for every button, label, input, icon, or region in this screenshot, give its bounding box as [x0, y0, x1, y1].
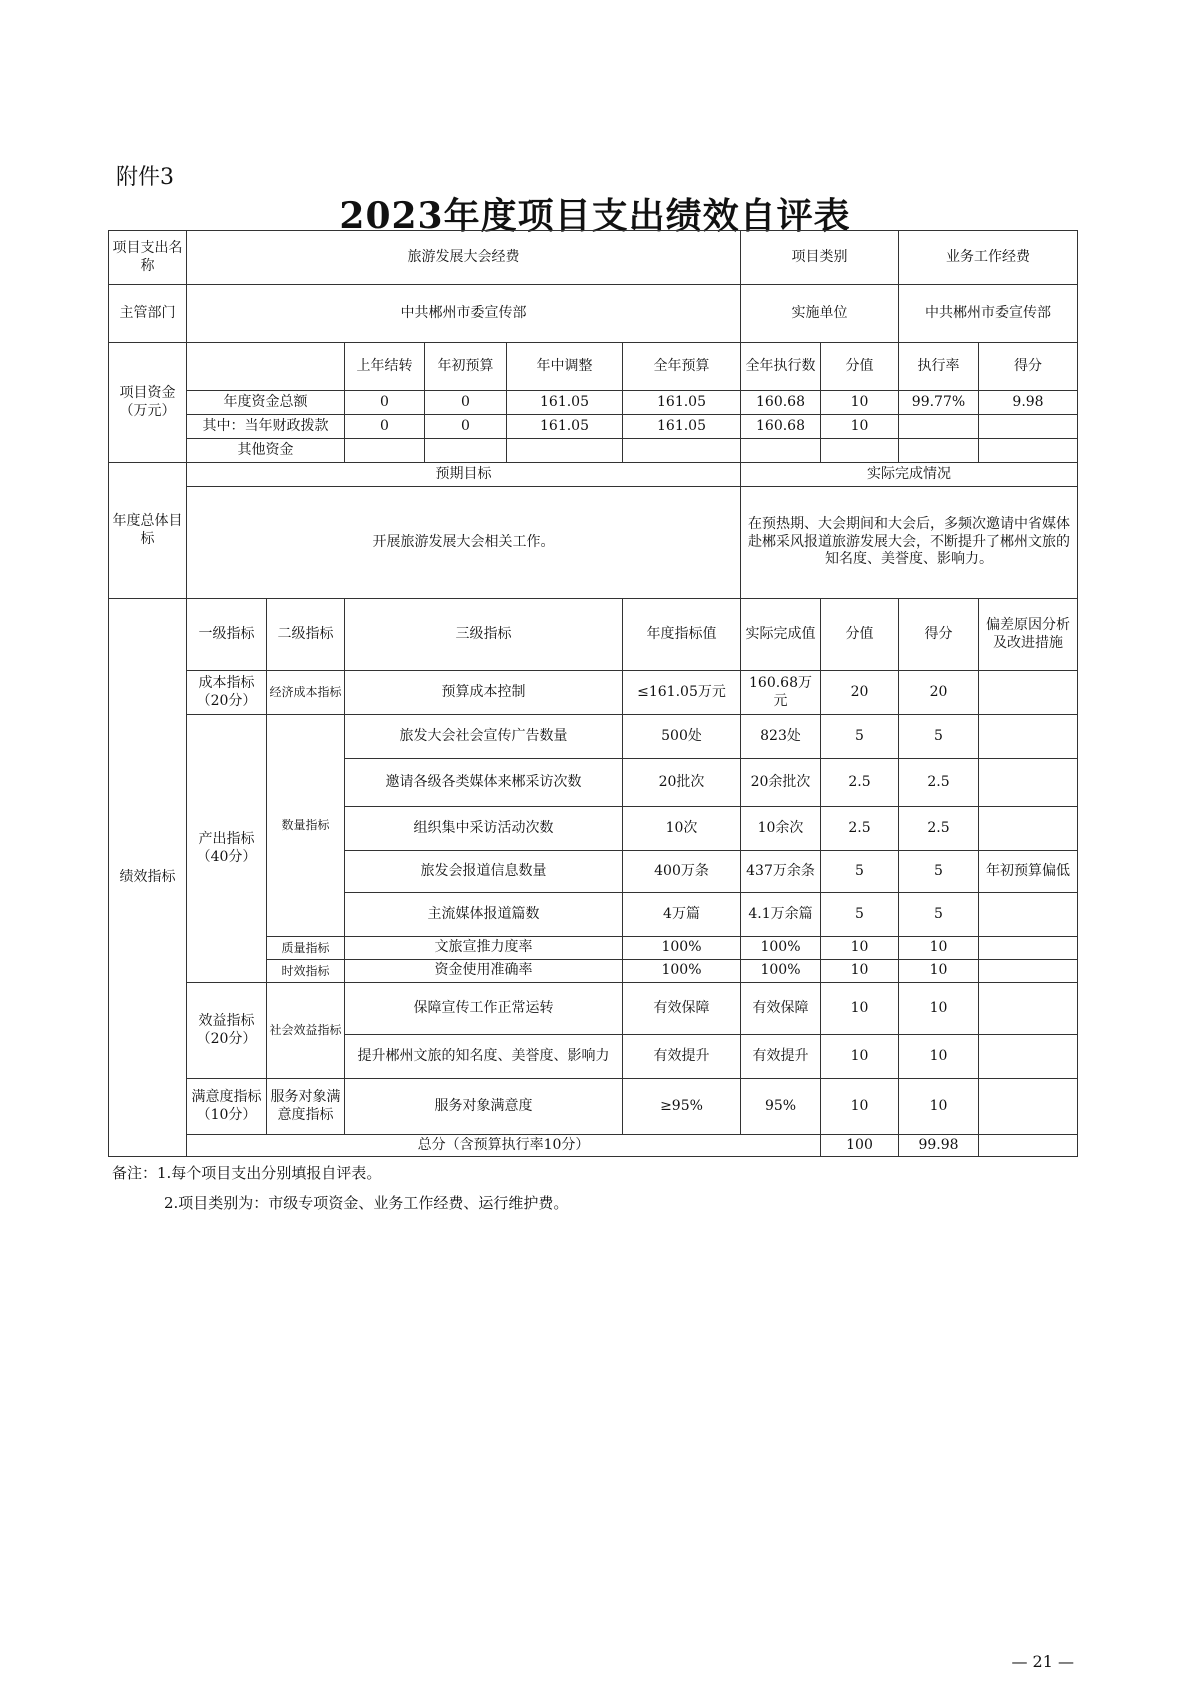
indicator-reason	[979, 715, 1078, 759]
indicator-header: 实际完成值	[741, 599, 821, 671]
indicator-score: 10	[821, 1035, 899, 1079]
funds-row-name: 其他资金	[187, 439, 345, 463]
funds-row-name: 年度资金总额	[187, 391, 345, 415]
indicator-target: 400万条	[623, 851, 741, 893]
indicator-l1: 效益指标（20分）	[187, 983, 267, 1079]
funds-cell: 0	[345, 391, 425, 415]
funds-cell: 10	[821, 415, 899, 439]
table-row	[109, 1135, 1078, 1157]
indicator-l2: 经济成本指标	[267, 671, 345, 715]
unit-value: 中共郴州市委宣传部	[899, 285, 1078, 343]
indicator-actual: 95%	[741, 1079, 821, 1135]
indicator-reason	[979, 759, 1078, 807]
indicator-l3: 保障宣传工作正常运转	[345, 983, 623, 1035]
total-blank	[979, 1135, 1078, 1157]
indicator-score: 10	[821, 960, 899, 983]
table-row	[109, 983, 1078, 1035]
indicator-reason	[979, 893, 1078, 937]
indicator-l3: 服务对象满意度	[345, 1079, 623, 1135]
project-name-label: 项目支出名称	[109, 231, 187, 285]
indicator-header: 得分	[899, 599, 979, 671]
indicator-actual: 10余次	[741, 807, 821, 851]
funds-header: 得分	[979, 343, 1078, 391]
indicator-reason	[979, 960, 1078, 983]
indicator-actual: 160.68万元	[741, 671, 821, 715]
funds-cell: 160.68	[741, 415, 821, 439]
funds-cell	[821, 439, 899, 463]
indicator-actual: 20余批次	[741, 759, 821, 807]
page-title: 2023年度项目支出绩效自评表	[339, 195, 851, 237]
indicator-l3: 提升郴州文旅的知名度、美誉度、影响力	[345, 1035, 623, 1079]
project-category: 业务工作经费	[899, 231, 1078, 285]
project-category-label: 项目类别	[741, 231, 899, 285]
funds-cell: 161.05	[623, 415, 741, 439]
indicator-actual: 有效提升	[741, 1035, 821, 1079]
indicator-actual: 823处	[741, 715, 821, 759]
indicator-l2: 质量指标	[267, 937, 345, 960]
attachment-label: 附件3	[116, 165, 174, 190]
funds-cell	[345, 439, 425, 463]
table-row	[109, 487, 1078, 599]
indicator-target: 100%	[623, 960, 741, 983]
indicator-target: 10次	[623, 807, 741, 851]
indicator-target: 20批次	[623, 759, 741, 807]
funds-cell: 0	[425, 415, 507, 439]
funds-cell: 161.05	[507, 415, 623, 439]
table-row	[109, 231, 1078, 285]
indicator-l3: 旅发大会社会宣传广告数量	[345, 715, 623, 759]
funds-cell	[979, 415, 1078, 439]
indicator-header: 二级指标	[267, 599, 345, 671]
indicator-got: 2.5	[899, 807, 979, 851]
indicator-score: 5	[821, 893, 899, 937]
table-row	[109, 415, 1078, 439]
indicator-actual: 4.1万余篇	[741, 893, 821, 937]
indicator-score: 10	[821, 937, 899, 960]
funds-header-blank	[187, 343, 345, 391]
indicator-header: 偏差原因分析及改进措施	[979, 599, 1078, 671]
goals-label: 年度总体目标	[109, 463, 187, 599]
table-row	[109, 343, 1078, 391]
total-score: 100	[821, 1135, 899, 1157]
indicator-actual: 100%	[741, 937, 821, 960]
indicator-target: 500处	[623, 715, 741, 759]
indicator-l2: 时效指标	[267, 960, 345, 983]
funds-cell	[507, 439, 623, 463]
indicator-score: 5	[821, 851, 899, 893]
self-evaluation-table	[108, 230, 1078, 1157]
funds-cell	[979, 439, 1078, 463]
indicator-score: 10	[821, 1079, 899, 1135]
table-row	[109, 285, 1078, 343]
funds-cell: 160.68	[741, 391, 821, 415]
funds-cell: 0	[345, 415, 425, 439]
indicator-l1: 满意度指标（10分）	[187, 1079, 267, 1135]
project-name: 旅游发展大会经费	[187, 231, 741, 285]
funds-cell: 9.98	[979, 391, 1078, 415]
funds-cell	[425, 439, 507, 463]
indicator-l3: 主流媒体报道篇数	[345, 893, 623, 937]
indicators-label: 绩效指标	[109, 599, 187, 1157]
indicator-reason	[979, 983, 1078, 1035]
indicator-got: 10	[899, 983, 979, 1035]
funds-cell: 161.05	[507, 391, 623, 415]
indicator-actual: 有效保障	[741, 983, 821, 1035]
indicator-got: 10	[899, 937, 979, 960]
funds-header: 全年预算	[623, 343, 741, 391]
table-row	[109, 599, 1078, 671]
funds-header: 执行率	[899, 343, 979, 391]
indicator-header: 一级指标	[187, 599, 267, 671]
indicator-got: 5	[899, 715, 979, 759]
funds-cell	[741, 439, 821, 463]
page-number: — 21 —	[1011, 1652, 1074, 1671]
funds-label: 项目资金（万元）	[109, 343, 187, 463]
table-row	[109, 715, 1078, 759]
funds-row-name: 其中：当年财政拨款	[187, 415, 345, 439]
table-row	[109, 439, 1078, 463]
note-line: 2.项目类别为：市级专项资金、业务工作经费、运行维护费。	[164, 1194, 569, 1212]
indicator-l3: 预算成本控制	[345, 671, 623, 715]
indicator-target: ≥95%	[623, 1079, 741, 1135]
indicator-got: 2.5	[899, 759, 979, 807]
indicator-reason	[979, 671, 1078, 715]
indicator-got: 10	[899, 1035, 979, 1079]
indicator-l3: 旅发会报道信息数量	[345, 851, 623, 893]
indicator-target: 有效保障	[623, 983, 741, 1035]
expected-goal: 开展旅游发展大会相关工作。	[187, 487, 741, 599]
indicator-target: 100%	[623, 937, 741, 960]
indicator-got: 5	[899, 893, 979, 937]
note-line: 备注：1.每个项目支出分别填报自评表。	[112, 1164, 382, 1182]
indicator-reason	[979, 807, 1078, 851]
dept-label: 主管部门	[109, 285, 187, 343]
indicator-score: 2.5	[821, 807, 899, 851]
indicator-l3: 文旅宣推力度率	[345, 937, 623, 960]
indicator-header: 三级指标	[345, 599, 623, 671]
indicator-l2: 服务对象满意度指标	[267, 1079, 345, 1135]
funds-cell	[899, 439, 979, 463]
table-row	[109, 391, 1078, 415]
actual-result-header: 实际完成情况	[741, 463, 1078, 487]
indicator-l1: 产出指标（40分）	[187, 715, 267, 983]
indicator-got: 10	[899, 960, 979, 983]
indicator-header: 年度指标值	[623, 599, 741, 671]
indicator-reason	[979, 937, 1078, 960]
funds-header: 年初预算	[425, 343, 507, 391]
funds-header: 年中调整	[507, 343, 623, 391]
indicator-header: 分值	[821, 599, 899, 671]
funds-header: 全年执行数	[741, 343, 821, 391]
indicator-reason	[979, 1035, 1078, 1079]
actual-result: 在预热期、大会期间和大会后，多频次邀请中省媒体赴郴采风报道旅游发展大会，不断提升了郴州文旅的知名度、美誉度、影响力。	[741, 487, 1078, 599]
indicator-l3: 组织集中采访活动次数	[345, 807, 623, 851]
funds-cell: 10	[821, 391, 899, 415]
table-row	[109, 671, 1078, 715]
total-got: 99.98	[899, 1135, 979, 1157]
expected-goal-header: 预期目标	[187, 463, 741, 487]
indicator-score: 5	[821, 715, 899, 759]
indicator-target: 有效提升	[623, 1035, 741, 1079]
funds-header: 分值	[821, 343, 899, 391]
indicator-score: 2.5	[821, 759, 899, 807]
indicator-got: 10	[899, 1079, 979, 1135]
indicator-got: 5	[899, 851, 979, 893]
indicator-reason: 年初预算偏低	[979, 851, 1078, 893]
funds-cell: 0	[425, 391, 507, 415]
indicator-target: 4万篇	[623, 893, 741, 937]
table-row	[109, 1079, 1078, 1135]
table-row	[109, 463, 1078, 487]
indicator-got: 20	[899, 671, 979, 715]
indicator-target: ≤161.05万元	[623, 671, 741, 715]
unit-label: 实施单位	[741, 285, 899, 343]
funds-cell: 99.77%	[899, 391, 979, 415]
indicator-actual: 100%	[741, 960, 821, 983]
funds-header: 上年结转	[345, 343, 425, 391]
indicator-l3: 邀请各级各类媒体来郴采访次数	[345, 759, 623, 807]
total-label: 总分（含预算执行率10分）	[187, 1135, 821, 1157]
indicator-actual: 437万余条	[741, 851, 821, 893]
indicator-l1: 成本指标（20分）	[187, 671, 267, 715]
indicator-score: 20	[821, 671, 899, 715]
notes	[112, 1158, 568, 1218]
dept-value: 中共郴州市委宣传部	[187, 285, 741, 343]
indicator-reason	[979, 1079, 1078, 1135]
indicator-score: 10	[821, 983, 899, 1035]
funds-cell: 161.05	[623, 391, 741, 415]
funds-cell	[899, 415, 979, 439]
indicator-l2: 社会效益指标	[267, 983, 345, 1079]
indicator-l3: 资金使用准确率	[345, 960, 623, 983]
funds-cell	[623, 439, 741, 463]
indicator-l2: 数量指标	[267, 715, 345, 937]
